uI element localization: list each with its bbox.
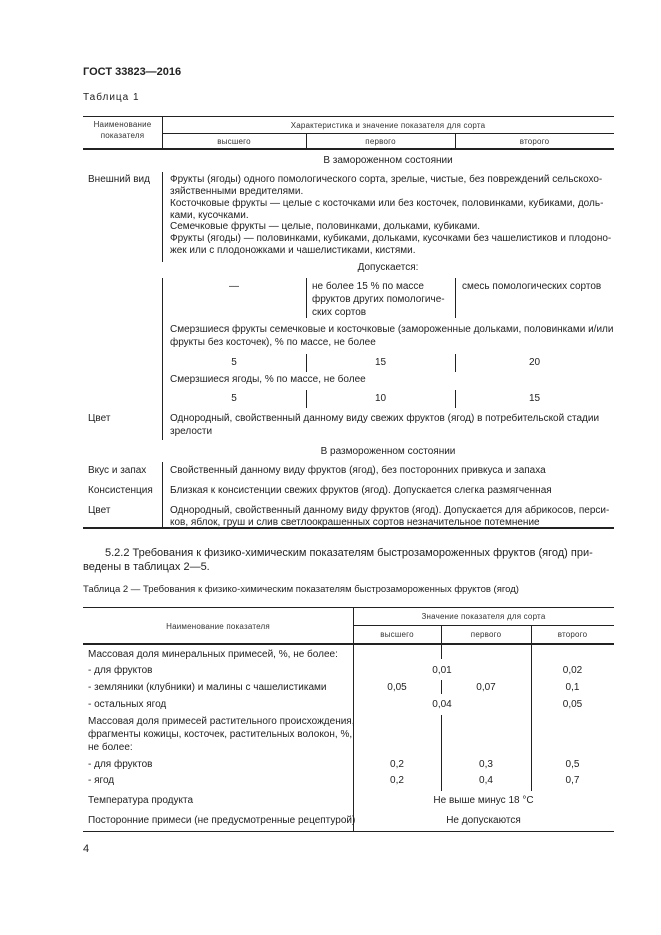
allowed-label: Допускается: [357, 262, 419, 273]
paragraph-522-line: 5.2.2 Требования к физико-химическим показателям быстрозамороженных фруктов (ягод) при- [105, 547, 593, 559]
table1-header-name: показателя [100, 131, 145, 140]
table1-header-grade-second: второго [519, 137, 550, 146]
table1-vline [306, 278, 307, 318]
appearance-line: Семечковые фрукты — целые, половинками, дольками, кубиками. [170, 221, 481, 232]
table2-row-label: фрагменты кожицы, косточек, растительных волокон, %, [88, 729, 353, 740]
table2-value-second: 0,02 [562, 665, 583, 676]
table2-caption: Таблица 2 — Требования к физико-химическим показателям быстрозамороженных фруктов (ягод) [83, 584, 519, 595]
table2-value-highest: 0,05 [387, 682, 407, 693]
table2-row-label: - земляники (клубники) и малины с чашелистиками [88, 682, 327, 693]
frozen-berries-second: 15 [528, 393, 541, 404]
table2-header-bottom [83, 643, 614, 645]
table1-vline [455, 278, 456, 318]
frozen-fruits-highest: 5 [231, 357, 237, 368]
table2-row-label: - остальных ягод [88, 699, 167, 710]
table1-header-group: Характеристика и значение показателя для сорта [290, 121, 486, 130]
paragraph-522-line: ведены в таблицах 2—5. [83, 561, 210, 573]
frozen-berries-first: 10 [374, 393, 387, 404]
allowed-first: не более 15 % по массе [312, 281, 424, 292]
table1-header-divider [162, 133, 614, 134]
table1-vline [162, 172, 163, 262]
table2-row-label: Температура продукта [88, 795, 194, 806]
table2-value-merged: 0,01 [432, 665, 452, 676]
section-frozen: В замороженном состоянии [323, 155, 453, 166]
frozen-fruits-line: фрукты без косточек), % по массе, не более [170, 337, 376, 348]
color-line: зрелости [170, 426, 213, 437]
document-title: ГОСТ 33823—2016 [83, 66, 182, 78]
table1-header-grade-first: первого [365, 137, 396, 146]
table2-value-merged: Не допускаются [446, 815, 521, 826]
table2-row-label: - ягод [88, 775, 115, 786]
table2-value-highest: 0,2 [390, 759, 404, 770]
frozen-fruits-second: 20 [528, 357, 541, 368]
allowed-first: ских сортов [312, 307, 367, 318]
table1-header-grade-highest: высшего [217, 137, 251, 146]
frozen-fruits-line: Смерзшиеся фрукты семечковые и косточковые (замороженные дольками, половинками и/или [170, 324, 614, 335]
table2-value-second: 0,7 [565, 775, 580, 786]
frozen-berries-highest: 5 [231, 393, 237, 404]
table2-header-grade-first: первого [470, 630, 502, 639]
appearance-line: жек или с плодоножками и чашелистиками, кистями. [170, 245, 416, 256]
color-line: Однородный, свойственный данному виду свежих фруктов (ягод) в потребительской стадии [170, 413, 600, 424]
table2-value-second: 0,1 [565, 682, 580, 693]
table2-header-divider [353, 625, 614, 626]
table2-row-label: Массовая доля примесей растительного происхождения, [88, 716, 355, 727]
table2-value-merged: Не выше минус 18 °С [433, 795, 534, 806]
table2-header-group: Значение показателя для сорта [421, 612, 546, 621]
table1-vline [162, 462, 163, 528]
appearance-line: Фрукты (ягоды) — половинками, кубиками, дольками, кусочками без чашелистиков и плодоно- [170, 233, 612, 244]
table2-bottom-border [83, 831, 614, 832]
consistency-value: Близкая к консистенции свежих фруктов (ягод). Допускается слегка размягченная [170, 485, 552, 496]
appearance-line: Фрукты (ягоды) одного помологического сорта, зрелые, чистые, без повреждений сельскохо- [170, 174, 603, 185]
table2-value-highest: 0,2 [390, 775, 404, 786]
consistency-label: Консистенция [88, 485, 153, 496]
table2-top-border [83, 607, 614, 608]
page-number: 4 [83, 843, 90, 855]
table2-row-label: - для фруктов [88, 665, 153, 676]
table2-value-first: 0,07 [476, 682, 496, 693]
table2-row-label: - для фруктов [88, 759, 153, 770]
table2-row-label: Массовая доля минеральных примесей, %, не более: [88, 649, 338, 660]
color-label: Цвет [88, 413, 111, 424]
table1-caption: Таблица 1 [83, 92, 140, 103]
color2-line: Однородный, свойственный данному виду фруктов (ягод). Допускается для абрикосов, перси- [170, 505, 610, 516]
table2-value-second: 0,05 [562, 699, 583, 710]
section-thawed: В размороженном состоянии [320, 446, 456, 457]
color2-label: Цвет [88, 505, 111, 516]
taste-label: Вкус и запах [88, 465, 147, 476]
allowed-first: фруктов других помологиче- [312, 294, 445, 305]
table1-header-name: Наименование [93, 120, 152, 129]
table2-header-grade-second: второго [557, 630, 588, 639]
table2-header-grade-highest: высшего [380, 630, 414, 639]
table2-row-label: не более: [88, 742, 133, 753]
allowed-second: смесь помологических сортов [462, 281, 602, 292]
appearance-line: ками, кусочками. [170, 210, 249, 221]
table2-value-first: 0,3 [479, 759, 493, 770]
table2-row-label: Посторонние примеси (не предусмотренные рецептурой) [88, 815, 356, 826]
table2-value-merged: 0,04 [432, 699, 452, 710]
appearance-line: Косточковые фрукты — целые с косточками или без косточек, половинками, кубиками, доль- [170, 198, 604, 209]
color2-line: ков, яблок, груш и слив светлоокрашенных сортов незначительное потемнение [170, 517, 540, 528]
allowed-highest: — [229, 281, 239, 292]
appearance-line: зяйственными вредителями. [170, 186, 304, 197]
table2-value-first: 0,4 [479, 775, 493, 786]
table2-value-second: 0,5 [565, 759, 580, 770]
table2-header-name: Наименование показателя [166, 622, 270, 631]
frozen-berries-label: Смерзшиеся ягоды, % по массе, не более [170, 374, 366, 385]
appearance-label: Внешний вид [88, 174, 150, 185]
frozen-fruits-first: 15 [374, 357, 387, 368]
taste-value: Свойственный данному виду фруктов (ягод), без посторонних привкуса и запаха [170, 465, 546, 476]
